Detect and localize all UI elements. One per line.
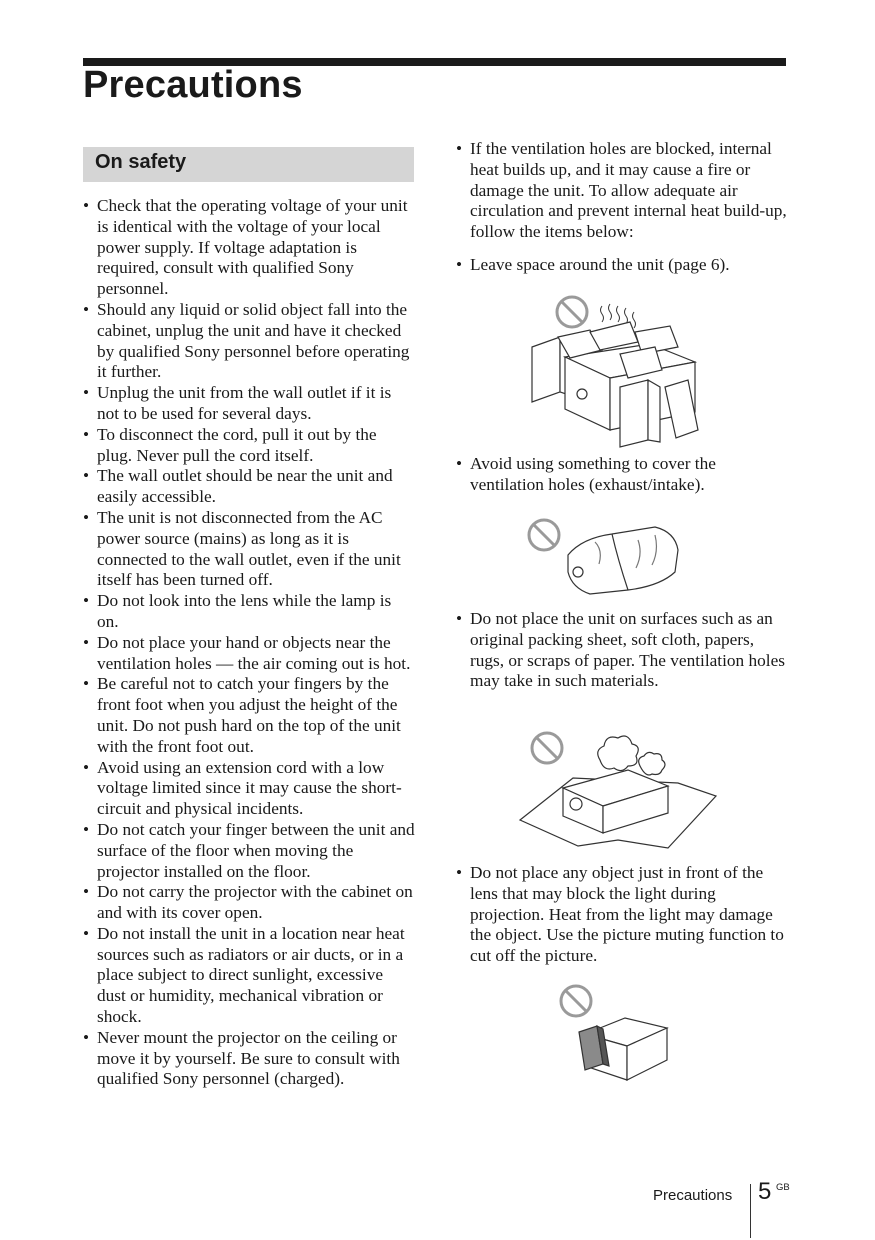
- right-bullet-list-5: [456, 863, 792, 967]
- list-item: • To disconnect the cord, pull it out by the plug. Never pull the cord itself.: [83, 425, 415, 467]
- section-title: On safety: [95, 151, 187, 173]
- footer-section-label: Precautions: [653, 1187, 733, 1204]
- no-boxes-around-projector-illustration: [520, 292, 720, 452]
- projector-on-sheet: [520, 770, 716, 848]
- no-cover-over-projector-illustration: [520, 510, 700, 600]
- no-paper-under-projector-illustration: [518, 728, 718, 853]
- prohibition-icon: [532, 733, 562, 763]
- right-bullet-list-2: [456, 255, 792, 276]
- prohibition-icon: [557, 297, 587, 327]
- list-item: • Do not place the unit on surfaces such as an original packing sheet, soft cloth, papers, rugs, or scraps of paper. The ventilation holes may take in such materials.: [456, 609, 792, 692]
- list-item: • Do not place any object just in front of the lens that may block the light during projection. Heat from the light may damage the object. Use the picture muting function to cut off the picture.: [456, 863, 792, 967]
- list-item: • The wall outlet should be near the unit and easily accessible.: [83, 466, 415, 508]
- projector-with-blocking-object: [579, 1018, 667, 1080]
- page-number: 5: [758, 1178, 772, 1205]
- no-object-in-front-of-lens-illustration: [555, 982, 675, 1082]
- list-item: • If the ventilation holes are blocked, internal heat builds up, and it may cause a fire or damage the unit. To allow adequate air circulation and prevent internal heat build-up, follow the items below:: [456, 139, 792, 243]
- list-item: • Check that the operating voltage of your unit is identical with the voltage of your local power supply. If voltage adaptation is required, consult with qualified Sony personnel.: [83, 196, 415, 300]
- right-bullet-list-1: [456, 139, 792, 243]
- footer-divider: [750, 1184, 751, 1238]
- right-bullet-list-3: [456, 454, 792, 496]
- list-item: • Do not look into the lens while the lamp is on.: [83, 591, 415, 633]
- list-item: • Do not install the unit in a location near heat sources such as radiators or air ducts, or in a place subject to direct sunlight, excessive dust or humidity, mechanical vibration or shock.: [83, 924, 415, 1028]
- prohibition-icon: [561, 986, 591, 1016]
- list-item: • Never mount the projector on the ceiling or move it by yourself. Be sure to consult with qualified Sony personnel (charged).: [83, 1028, 415, 1090]
- section-header: [83, 147, 414, 182]
- projector-with-boxes: [532, 322, 698, 447]
- right-bullet-list-4: [456, 609, 792, 692]
- covered-projector: [568, 527, 678, 594]
- list-item: • The unit is not disconnected from the AC power source (mains) as long as it is connected to the wall outlet, even if the unit itself has been turned off.: [83, 508, 415, 591]
- list-item: • Should any liquid or solid object fall into the cabinet, unplug the unit and have it checked by qualified Sony personnel before operating it further.: [83, 300, 415, 383]
- list-item: • Unplug the unit from the wall outlet if it is not to be used for several days.: [83, 383, 415, 425]
- list-item: • Be careful not to catch your fingers by the front foot when you adjust the height of the unit. Do not push hard on the top of the unit with the front foot out.: [83, 674, 415, 757]
- intake-cloud-icon: [598, 736, 665, 775]
- page-title: Precautions: [83, 64, 303, 106]
- list-item: • Avoid using something to cover the ventilation holes (exhaust/intake).: [456, 454, 792, 496]
- prohibition-icon: [529, 520, 559, 550]
- left-bullet-list: [83, 196, 415, 1090]
- page-language-code: GB: [776, 1182, 790, 1193]
- list-item: • Avoid using an extension cord with a low voltage limited since it may cause the short-circuit and physical incidents.: [83, 758, 415, 820]
- list-item: • Leave space around the unit (page 6).: [456, 255, 792, 276]
- list-item: • Do not place your hand or objects near the ventilation holes — the air coming out is hot.: [83, 633, 415, 675]
- list-item: • Do not catch your finger between the unit and surface of the floor when moving the projector installed on the floor.: [83, 820, 415, 882]
- list-item: • Do not carry the projector with the cabinet on and with its cover open.: [83, 882, 415, 924]
